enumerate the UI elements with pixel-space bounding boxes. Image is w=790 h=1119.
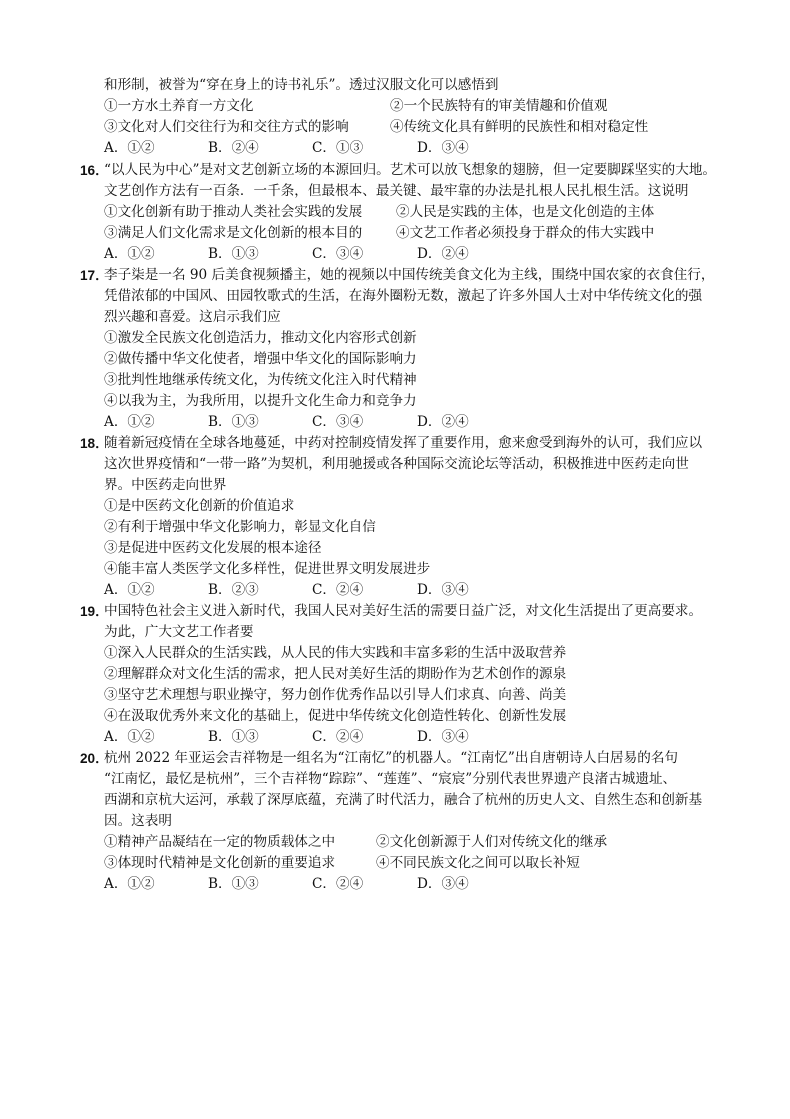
q15-option-2: ②一个民族特有的审美情趣和价值观 bbox=[390, 98, 608, 114]
q20-answer-b[interactable]: B．①③ bbox=[208, 876, 259, 892]
q15-answer-d[interactable]: D．③④ bbox=[417, 140, 469, 156]
q20-option-1: ①精神产品凝结在一定的物质载体之中 bbox=[104, 834, 336, 850]
q20-option-4: ④不同民族文化之间可以取长补短 bbox=[376, 855, 580, 871]
q18-option-3: ③是促进中医药文化发展的根本途径 bbox=[104, 540, 322, 556]
q16-option-3: ③满足人们文化需求是文化创新的根本目的 bbox=[104, 225, 363, 241]
q18-stem-line-2: 这次世界疫情和“一带一路”为契机，利用驰援或各种国际交流论坛等活动，积极推进中医药走向世 bbox=[104, 456, 689, 472]
q19-option-2: ②理解群众对文化生活的需求，把人民对美好生活的期盼作为艺术创作的源泉 bbox=[104, 666, 567, 682]
q19-answer-b[interactable]: B．①③ bbox=[208, 729, 259, 745]
q20-answer-a[interactable]: A．①② bbox=[104, 876, 155, 892]
q16-option-2: ②人民是实践的主体，也是文化创造的主体 bbox=[396, 204, 655, 220]
q19-option-3: ③坚守艺术理想与职业操守，努力创作优秀作品以引导人们求真、向善、尚美 bbox=[104, 687, 567, 703]
q18-answer-b[interactable]: B．②③ bbox=[208, 582, 259, 598]
q20-answer-c[interactable]: C．②④ bbox=[312, 876, 364, 892]
q15-option-3: ③文化对人们交往行为和交往方式的影响 bbox=[104, 119, 349, 135]
q20-stem-line-1: 杭州 2022 年亚运会吉祥物是一组名为“江南忆”的机器人。“江南忆”出自唐朝诗人白居易的名句 bbox=[104, 750, 679, 766]
q17-option-3: ③批判性地继承传统文化，为传统文化注入时代精神 bbox=[104, 372, 417, 388]
q20-options-row-1 bbox=[104, 832, 776, 853]
q17-answer-d[interactable]: D．②④ bbox=[417, 414, 469, 430]
q15-stem-line-1: 和形制，被誉为“穿在身上的诗书礼乐”。透过汉服文化可以感悟到 bbox=[104, 77, 499, 93]
q16-options-row-1 bbox=[104, 202, 776, 223]
q18-stem-line-1: 随着新冠疫情在全球各地蔓延，中药对控制疫情发挥了重要作用，愈来愈受到海外的认可，我们应以 bbox=[104, 435, 703, 451]
q17-option-4: ④以我为主，为我所用，以提升文化生命力和竞争力 bbox=[104, 393, 417, 409]
q20-option-3: ③体现时代精神是文化创新的重要追求 bbox=[104, 855, 336, 871]
q20-stem-line-2: “江南忆，最忆是杭州”，三个吉祥物“踪踪”、“莲莲”、“宸宸”分别代表世界遗产良渚古城遗址、 bbox=[104, 771, 677, 787]
q16-answer-b[interactable]: B．①③ bbox=[208, 246, 259, 262]
q19-answer-c[interactable]: C．②④ bbox=[312, 729, 364, 745]
q17-answer-a[interactable]: A．①② bbox=[104, 414, 155, 430]
q19-answer-d[interactable]: D．③④ bbox=[417, 729, 469, 745]
q15-option-1: ①一方水土养育一方文化 bbox=[104, 98, 254, 114]
q20-option-2: ②文化创新源于人们对传统文化的继承 bbox=[376, 834, 608, 850]
q15-options-row-1 bbox=[104, 96, 776, 117]
q16-stem-line-2: 文艺创作方法有一百条．一千条，但最根本、最关键、最牢靠的办法是扎根人民扎根生活。这说明 bbox=[104, 183, 689, 199]
q18-option-4: ④能丰富人类医学文化多样性，促进世界文明发展进步 bbox=[104, 561, 431, 577]
q17-stem-line-2: 凭借浓郁的中国风、田园牧歌式的生活，在海外圈粉无数，激起了许多外国人士对中华传统文化的强 bbox=[104, 288, 703, 304]
q17-stem-line-1: 李子柒是一名 90 后美食视频播主，她的视频以中国传统美食文化为主线，围绕中国农家的衣食住行， bbox=[104, 267, 715, 283]
q16-number: 16． bbox=[80, 163, 109, 178]
q18-option-1: ①是中医药文化创新的价值追求 bbox=[104, 498, 295, 514]
q17-stem-line-3: 烈兴趣和喜爱。这启示我们应 bbox=[104, 309, 281, 325]
q20-stem-line-3: 西湖和京杭大运河，承载了深厚底蕴，充满了时代活力，融合了杭州的历史人文、自然生态和创新基 bbox=[104, 792, 703, 808]
q18-answer-c[interactable]: C．②④ bbox=[312, 582, 364, 598]
q19-option-1: ①深入人民群众的生活实践，从人民的伟大实践和丰富多彩的生活中汲取营养 bbox=[104, 645, 567, 661]
q18-answer-d[interactable]: D．③④ bbox=[417, 582, 469, 598]
q18-option-2: ②有利于增强中华文化影响力，彰显文化自信 bbox=[104, 519, 376, 535]
q19-stem-line-1: 中国特色社会主义进入新时代，我国人民对美好生活的需要日益广泛，对文化生活提出了更高要求。 bbox=[104, 603, 703, 619]
q16-options-row-2 bbox=[104, 223, 776, 244]
q17-answer-c[interactable]: C．③④ bbox=[312, 414, 364, 430]
q17-answer-b[interactable]: B．①③ bbox=[208, 414, 259, 430]
q16-stem-line-1: “以人民为中心”是对文艺创新立场的本源回归。艺术可以放飞想象的翅膀，但一定要脚踩坚实的大地。 bbox=[104, 162, 717, 178]
q18-stem-line-3: 界。中医药走向世界 bbox=[104, 477, 227, 493]
q15-answer-c[interactable]: C．①③ bbox=[312, 140, 364, 156]
q20-options-row-2 bbox=[104, 853, 776, 874]
q20-number: 20． bbox=[80, 751, 109, 766]
q15-options-row-2 bbox=[104, 117, 776, 138]
q16-option-1: ①文化创新有助于推动人类社会实践的发展 bbox=[104, 204, 363, 220]
q16-answer-d[interactable]: D．②④ bbox=[417, 246, 469, 262]
q18-answer-a[interactable]: A．①② bbox=[104, 582, 155, 598]
q18-number: 18． bbox=[80, 436, 109, 451]
q20-stem-line-4: 因。这表明 bbox=[104, 813, 172, 829]
q15-answer-a[interactable]: A．①② bbox=[104, 140, 155, 156]
q19-number: 19． bbox=[80, 604, 109, 619]
q19-answer-a[interactable]: A．①② bbox=[104, 729, 155, 745]
q17-number: 17． bbox=[80, 268, 109, 283]
q15-answer-b[interactable]: B．②④ bbox=[208, 140, 259, 156]
q19-stem-line-2: 为此，广大文艺工作者要 bbox=[104, 624, 254, 640]
q17-option-2: ②做传播中华文化使者，增强中华文化的国际影响力 bbox=[104, 351, 417, 367]
q16-answer-c[interactable]: C．③④ bbox=[312, 246, 364, 262]
q16-answer-a[interactable]: A．①② bbox=[104, 246, 155, 262]
q16-option-4: ④文艺工作者必须投身于群众的伟大实践中 bbox=[396, 225, 655, 241]
q19-option-4: ④在汲取优秀外来文化的基础上，促进中华传统文化创造性转化、创新性发展 bbox=[104, 708, 567, 724]
q20-answer-d[interactable]: D．③④ bbox=[417, 876, 469, 892]
q17-option-1: ①激发全民族文化创造活力，推动文化内容形式创新 bbox=[104, 330, 417, 346]
q15-option-4: ④传统文化具有鲜明的民族性和相对稳定性 bbox=[390, 119, 649, 135]
